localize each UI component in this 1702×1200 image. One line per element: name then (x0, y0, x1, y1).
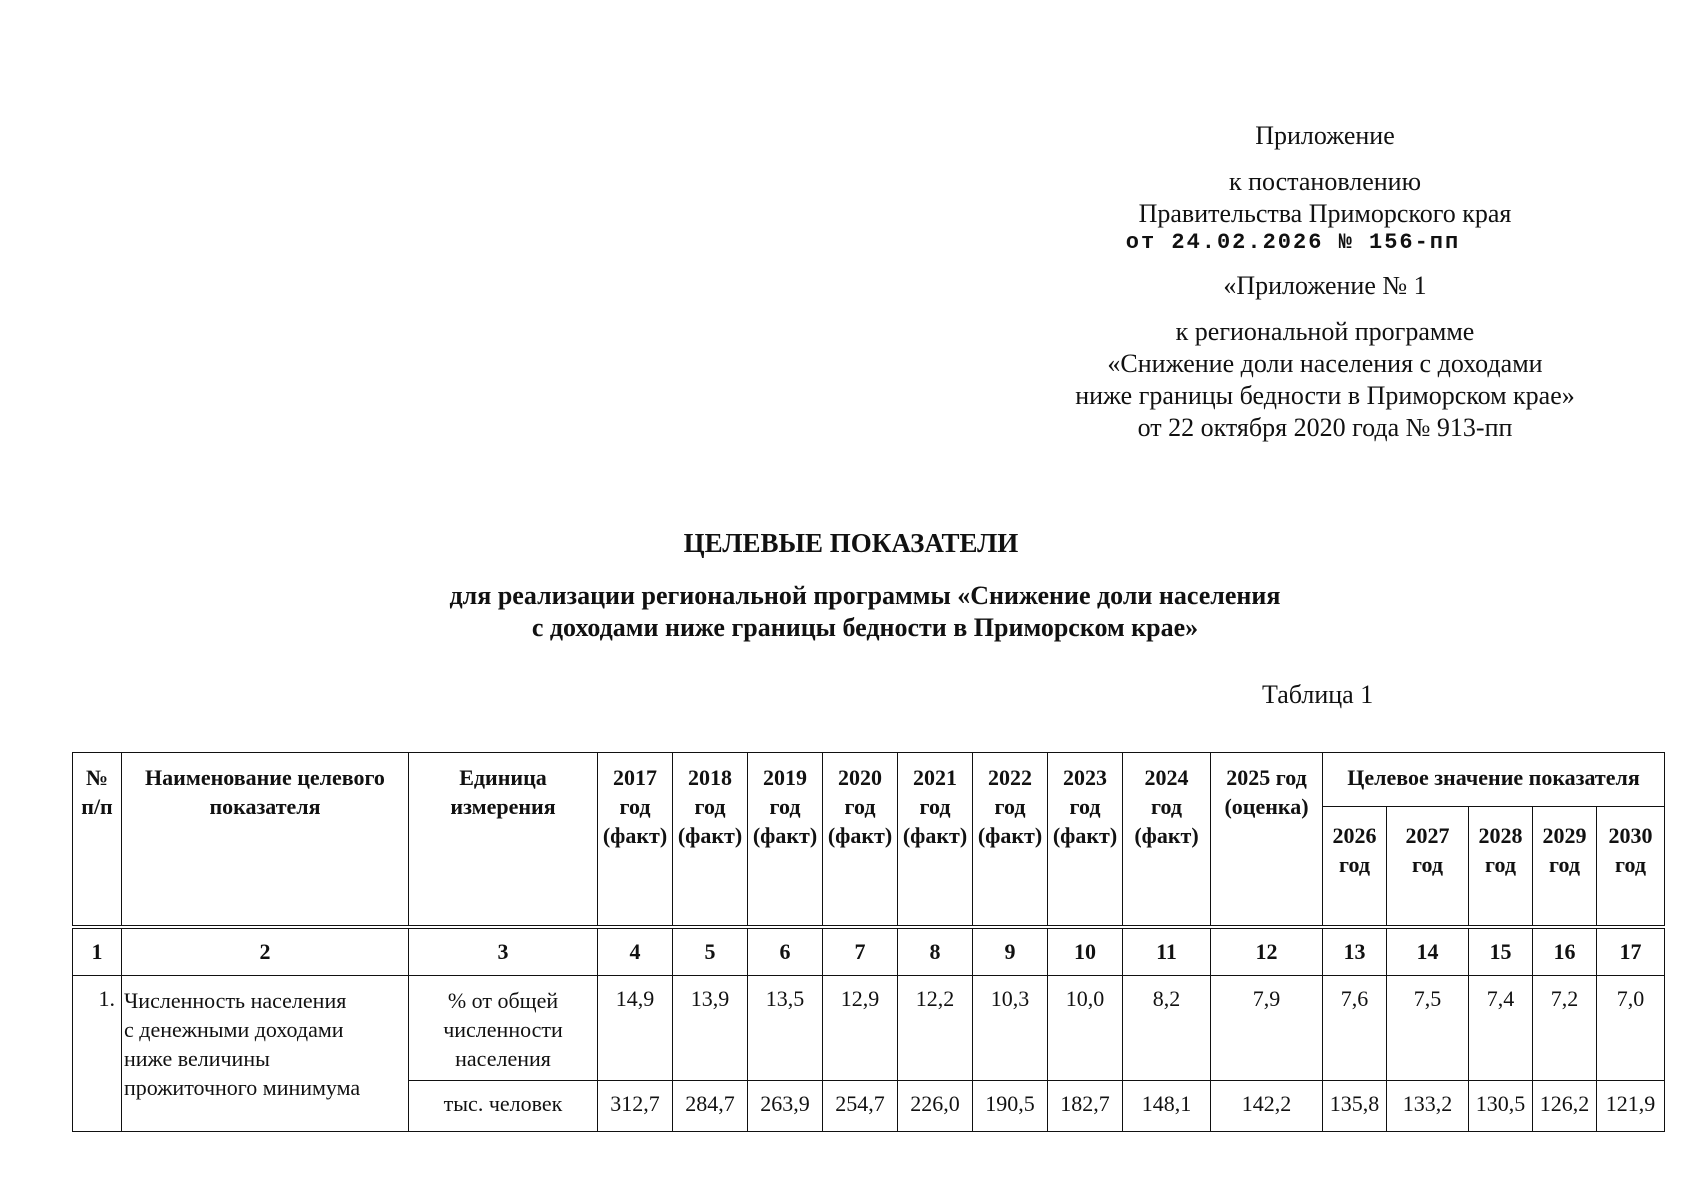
value-cell: 12,9 (823, 976, 898, 1081)
value-cell: 182,7 (1048, 1081, 1123, 1132)
header-text: год (619, 794, 651, 819)
header-text: (факт) (827, 823, 893, 848)
header-year (973, 753, 1048, 928)
unit-line: населения (455, 1046, 551, 1071)
value-cell: 133,2 (1387, 1081, 1469, 1132)
header-text: год (844, 794, 876, 819)
value-cell: 148,1 (1123, 1081, 1211, 1132)
header-text: год (1485, 852, 1516, 877)
value-cell: 12,2 (898, 976, 973, 1081)
order-reference: от 24.02.2026 № 156-пп (1125, 230, 1461, 255)
value-cell: 226,0 (898, 1081, 973, 1132)
column-number-row (73, 927, 1665, 976)
header-text: (оценка) (1224, 794, 1309, 819)
header-text: 2024 (1144, 765, 1189, 790)
header-target-year (1469, 807, 1533, 928)
table-label: Таблица 1 (1262, 680, 1374, 709)
indicator-name-line: ниже величины (124, 1046, 270, 1071)
header-year (1123, 753, 1211, 928)
indicators-table-wrap (72, 752, 1665, 1132)
value-cell: 14,9 (598, 976, 673, 1081)
header-text: (факт) (977, 823, 1043, 848)
column-number: 17 (1597, 927, 1665, 976)
header-text: 2027 (1405, 823, 1450, 848)
value-cell: 7,2 (1533, 976, 1597, 1081)
header-text: (факт) (902, 823, 968, 848)
indicators-table (72, 752, 1665, 1132)
unit-line: численности (443, 1017, 563, 1042)
header-text: (факт) (602, 823, 668, 848)
header-target-year (1387, 807, 1469, 928)
header-year-estimate (1211, 753, 1323, 928)
header-text: № (85, 765, 109, 790)
subtitle-line: с доходами ниже границы бедности в Приморском крае» (531, 613, 1199, 642)
value-cell: 7,5 (1387, 976, 1469, 1081)
approval-line: Приложение (1255, 121, 1395, 150)
header-text: год (769, 794, 801, 819)
column-number: 6 (748, 927, 823, 976)
header-text: 2018 (688, 765, 732, 790)
column-number: 11 (1123, 927, 1211, 976)
value-cell: 190,5 (973, 1081, 1048, 1132)
header-text: год (1339, 852, 1370, 877)
header-text: 2026 (1332, 823, 1377, 848)
value-cell: 10,3 (973, 976, 1048, 1081)
unit-thousand-people: тыс. человек (409, 1081, 598, 1132)
column-number: 1 (73, 927, 122, 976)
value-cell: 7,4 (1469, 976, 1533, 1081)
header-text: 2029 (1542, 823, 1587, 848)
value-cell: 8,2 (1123, 976, 1211, 1081)
column-number: 5 (673, 927, 748, 976)
header-text: (факт) (1052, 823, 1118, 848)
value-cell: 130,5 (1469, 1081, 1533, 1132)
header-target-values: Целевое значение показателя (1323, 753, 1665, 807)
value-cell: 312,7 (598, 1081, 673, 1132)
value-cell: 13,5 (748, 976, 823, 1081)
header-text: год (1069, 794, 1101, 819)
approval-line: от 22 октября 2020 года № 913-пп (1137, 413, 1513, 442)
unit-line: % от общей (447, 988, 559, 1013)
indicator-name-line: Численность населения (124, 988, 347, 1013)
value-cell: 7,9 (1211, 976, 1323, 1081)
header-row (73, 753, 1665, 807)
header-text: измерения (450, 794, 556, 819)
header-text: год (1412, 852, 1443, 877)
header-target-year (1533, 807, 1597, 928)
header-text: 2028 (1478, 823, 1523, 848)
approval-line: Правительства Приморского края (1138, 199, 1512, 228)
approval-line: «Приложение № 1 (1223, 271, 1427, 300)
value-cell: 13,9 (673, 976, 748, 1081)
header-text: 2019 (763, 765, 807, 790)
column-number: 7 (823, 927, 898, 976)
header-target-year (1323, 807, 1387, 928)
column-number: 2 (122, 927, 409, 976)
value-cell: 7,6 (1323, 976, 1387, 1081)
value-cell: 284,7 (673, 1081, 748, 1132)
header-text: год (1151, 794, 1182, 819)
header-year (598, 753, 673, 928)
column-number: 12 (1211, 927, 1323, 976)
column-number: 13 (1323, 927, 1387, 976)
row-number: 1. (73, 976, 122, 1132)
header-text: 2017 (613, 765, 657, 790)
value-cell: 126,2 (1533, 1081, 1597, 1132)
subtitle-line: для реализации региональной программы «Снижение доли населения (449, 581, 1281, 610)
approval-line: к постановлению (1228, 167, 1422, 196)
header-text: 2025 год (1226, 765, 1307, 790)
header-text: 2030 (1608, 823, 1653, 848)
header-text: 2021 (913, 765, 957, 790)
header-year (748, 753, 823, 928)
header-text: год (1615, 852, 1646, 877)
value-cell: 121,9 (1597, 1081, 1665, 1132)
header-text: год (919, 794, 951, 819)
header-text: год (994, 794, 1026, 819)
column-number: 10 (1048, 927, 1123, 976)
value-cell: 135,8 (1323, 1081, 1387, 1132)
header-text: (факт) (1134, 823, 1199, 848)
header-text: Единица (459, 765, 547, 790)
column-number: 14 (1387, 927, 1469, 976)
header-text: показателя (209, 794, 321, 819)
header-text: год (694, 794, 726, 819)
value-cell: 142,2 (1211, 1081, 1323, 1132)
header-text: (факт) (677, 823, 743, 848)
column-number: 15 (1469, 927, 1533, 976)
document-title: ЦЕЛЕВЫЕ ПОКАЗАТЕЛИ (683, 528, 1019, 558)
column-number: 16 (1533, 927, 1597, 976)
column-number: 8 (898, 927, 973, 976)
value-cell: 254,7 (823, 1081, 898, 1132)
value-cell: 7,0 (1597, 976, 1665, 1081)
header-text: 2020 (838, 765, 882, 790)
header-number (73, 753, 122, 928)
header-text: Наименование целевого (145, 765, 385, 790)
column-number: 4 (598, 927, 673, 976)
header-indicator-name (122, 753, 409, 928)
header-year (898, 753, 973, 928)
indicator-name-line: прожиточного минимума (124, 1075, 361, 1100)
value-cell: 263,9 (748, 1081, 823, 1132)
indicator-name (122, 976, 409, 1132)
column-number: 9 (973, 927, 1048, 976)
document-subtitle (0, 580, 1702, 644)
header-text: 2023 (1063, 765, 1107, 790)
header-year (823, 753, 898, 928)
column-number: 3 (409, 927, 598, 976)
approval-line: «Снижение доли населения с доходами (1107, 349, 1543, 378)
header-text: 2022 (988, 765, 1032, 790)
header-text: п/п (81, 794, 113, 819)
header-text: (факт) (752, 823, 818, 848)
header-target-year (1597, 807, 1665, 928)
header-year (673, 753, 748, 928)
indicator-name-line: с денежными доходами (124, 1017, 344, 1042)
header-text: год (1549, 852, 1580, 877)
approval-line: ниже границы бедности в Приморском крае» (1075, 381, 1575, 410)
header-year (1048, 753, 1123, 928)
value-cell: 10,0 (1048, 976, 1123, 1081)
header-unit (409, 753, 598, 928)
approval-block (1020, 120, 1630, 444)
table-row (73, 976, 1665, 1081)
unit-percent (409, 976, 598, 1081)
approval-line: к региональной программе (1175, 317, 1475, 346)
